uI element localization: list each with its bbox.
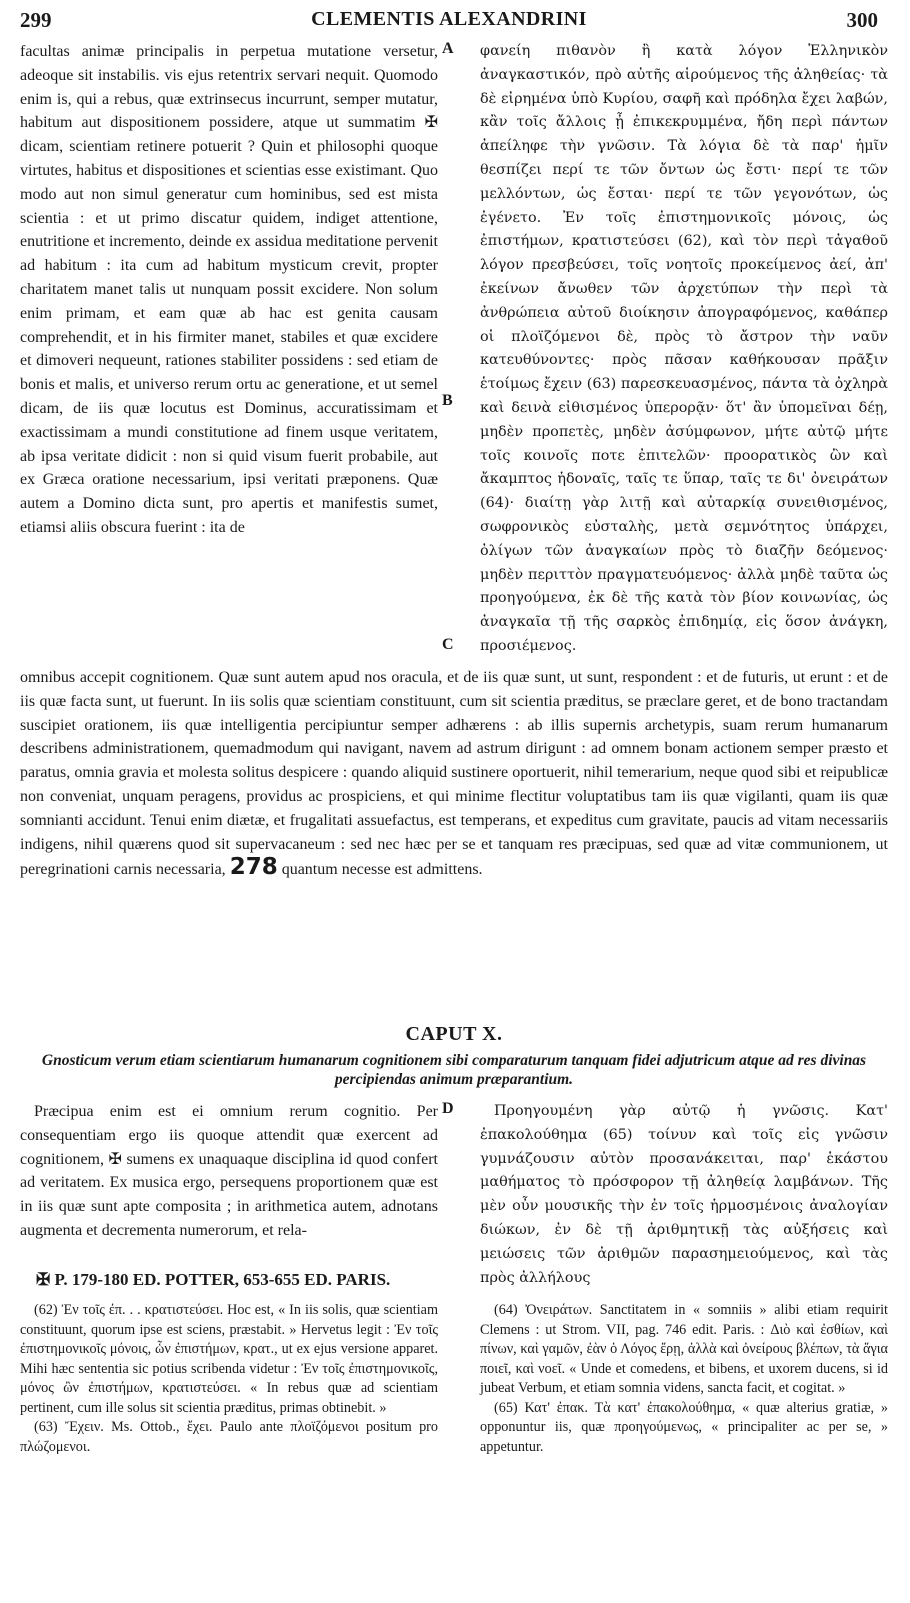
footnote-64: (64) Ὀνειράτων. Sanctitatem in « somniis » alibi etiam requirit Clemens : ut Strom. VII, pag. 746 edit. Paris. : Διὸ καὶ ἐσθίων, καὶ πίνων, καὶ γαμῶν, ἐὰν ὁ Λόγος ἔρῃ, ἀλλὰ καὶ ὀνείρους βλέπων, τὰ ἅγια ποιεῖ, καὶ νοεῖ. « Unde et comedens, et bibens, et uxorem ducens, si id jubeat Verbum, et etiam somnia videns, sancta facit, et cogitat. » (480, 1302, 888, 1396)
latin-section-text: Præcipua enim est ei omnium rerum cognitio. Per consequentiam ergo iis quoque attendit quæ exercent ad cognitionem, ✠ sumens ex unaquaque disciplina id quod confert ad veritatem. Ex musica ergo, persequens proportionem quæ est in iis quæ sunt apte composita ; in arithmetica autem, adnotans augmenta et decrementa numerorum, et rela- (20, 1103, 438, 1239)
margin-marker-a: A (442, 40, 454, 57)
edition-reference: ✠ P. 179-180 ED. POTTER, 653-655 ED. PARIS. (36, 1270, 391, 1289)
latin-full-width-paragraph (20, 666, 888, 882)
running-title: CLEMENTIS ALEXANDRINI (311, 8, 587, 30)
page-mark: 278 (229, 854, 278, 881)
footnote-65: (65) Κατ' ἐπακ. Τὰ κατ' ἐπακολούθημα, « quæ alterius gratiæ, » opponuntur iis, quæ προηγούμενως, « principaliter ac per se, » appetuntur. (480, 1399, 888, 1455)
margin-marker-c: C (442, 636, 454, 653)
chapter-title: CAPUT X. (405, 1023, 503, 1045)
footnote-63: (63) Ἔχειν. Ms. Ottob., ἔχει. Paulo ante πλοϊζόμενοι positum pro πλώζομενοι. (20, 1419, 438, 1455)
page-number-left: 299 (20, 8, 52, 32)
footnotes-left (20, 1301, 438, 1457)
latin-continuation: omnibus accepit cognitionem. Quæ sunt autem apud nos oracula, et de iis quæ sunt, ut sunt, respondent : et de futuris, ut erunt : et de iis quæ facta sunt, ut fuerunt. In iis solis quæ scientiam constituunt, cum sit scientia præditus, se præclare geret, et de bono tractandam suscipiet orationem, iis quæ intelligentia percipiuntur semper adhærens : ab illis supernis archetypis, suam rerum humanarum describens administrationem, quemadmodum qui navigant, navem ad astrum dirigunt : ad omnem bonam actionem semper præsto et paratus, omnia gravia et molesta solitus despicere : quando aliquid sustinere oportuerit, nihil temerarium, neque quod sibi et reipublicæ non conveniat, unquam peragens, providus ac prospiciens, et qui minime flectitur voluptatibus tam iis quæ vigilanti, quam iis quæ somnianti accidunt. Tenui enim diætæ, et frugalitati assuefactus, est temperans, et expeditus cum gravitate, paucis ad vitam necessariis indigens, nihil quærens quod sit supervacaneum : sed nec hæc per se et tanquam res præcipuas, sed quæ ad vitæ communionem, ut peregrinationi carnis necessaria, (20, 669, 888, 879)
latin-column-top: facultas animæ principalis in perpetua mutatione versetur, adeoque sit instabilis. vis ejus retentrix servari nequit. Quomodo enim is, qui a rebus, quæ extrinsecus incurrunt, semper mutatur, habitum aut dispositionem possidere, atque ut summatim ✠ dicam, scientiam retinere potuerit ? Quin et philosophi quoque virtutes, habitus et dispositiones et scientias esse existimant. Quo modo aut non simul generatur cum hominibus, sed est mista scientia : et ut primo discatur quidem, indiget attentione, enutritione et incremento, deinde ex assidua meditatione pervenit ad habitum : ita cum ad habitum mysticum crevit, propter charitatem manet talis ut nunquam possit excidere. Non solum enim primam, et eam quæ ab hac est genita causam comprehendit, et in his firmiter manet, stabiles et quæ excidere et dimoveri nequeunt, rationes stabiliter possidens : sed etiam de bonis et malis, et universo rerum ortu ac generatione, et ut semel dicam, de iis quæ locutus est Dominus, accuratissimam et exactissimam a mundi constitutione ad finem usque veritatem, ab ipsa veritate didicit : non si quid visum fuerit probabile, aut ex Græca oratione necessarium, ipsi veritati præponens. Quæ autem a Domino dicta sunt, pro apertis et manifestis sumet, etiamsi aliis obscura fuerint : ita de (20, 43, 438, 536)
margin-marker-b: B (442, 392, 453, 409)
greek-section-text: Προηγουμένη γὰρ αὐτῷ ἡ γνῶσις. Κατ' ἐπακολούθημα (65) τοίνυν καὶ τοῖς εἰς γνῶσιν γυμνάζουσιν αὐτὸν προσανάκειται, παρ' ἑκάστου μαθήματος τὸ πρόσφορον τῇ ἀληθείᾳ λαμβάνων. Τῆς μὲν οὖν μουσικῆς τὴν ἐν τοῖς ἡρμοσμένοις ἀναλογίαν διώκων, ἐν δὲ τῇ ἀριθμητικῇ τὰς αὐξήσεις καὶ μειώσεις τῶν ἀριθμῶν παρασημειούμενος, καὶ τὰς πρὸς ἀλλήλους (480, 1103, 888, 1286)
page-number-right: 300 (846, 8, 878, 32)
greek-column-top: φανείη πιθανὸν ἢ κατὰ λόγον Ἑλληνικὸν ἀναγκαστικόν, πρὸ αὐτῆς αἱρούμενος τῆς ἀληθείας· τὰ δὲ εἰρημένα ὑπὸ Κυρίου, σαφῆ καὶ πρόδηλα ἔχει λαβών, κἂν τοῖς ἄλλοις ᾖ ἐπικεκρυμμένα, ἤδη περὶ πάντων ἀπείληφε τὴν γνῶσιν. Τὰ λόγια δὲ τὰ παρ' ἡμῖν θεσπίζει περί τε τῶν ὄντων ὡς ἔστι· περί τε τῶν μελλόντων, ὡς ἔσται· περί τε τῶν γεγονότων, ὡς ἐγένετο. Ἐν τοῖς ἐπιστημονικοῖς μόνοις, ὡς ἐπιστήμων, κρατιστεύσει (62), καὶ τὸν περὶ τἀγαθοῦ λόγον πρεσβεύσει, τοῖς νοητοῖς προκείμενος ἀεί, ἀπ' ἐκείνων ἄνωθεν τῶν ἀρχετύπων τὴν περὶ τὰ ἀνθρώπεια αὐτοῦ διοίκησιν ἀπογραφόμενος, καθάπερ οἱ πλοϊζόμενοι δὲ, πρὸς τὸ ἄστρον τὴν ναῦν κατευθύνοντες· πρὸς πᾶσαν καθήκουσαν πρᾶξιν ἑτοίμως ἔχειν (63) παρεσκευασμένος, πάντα τὰ ὀχληρὰ καὶ δεινὰ εἰθισμένος ὑπερορᾷν· ὅτ' ἂν ὑπομεῖναι δέῃ, μηδὲν προπετὲς, μηδὲν ἀσύμφωνον, μήτε αὐτῷ μήτε τοῖς κοινοῖς ποτε ἐπιτελῶν· προορατικὸς ὢν καὶ ἄκαμπτος ἡδοναῖς, ταῖς τε ὕπαρ, ταῖς τε δι' ὀνειράτων (64)· διαίτῃ γὰρ λιτῇ καὶ αὐταρκίᾳ συνειθισμένος, σωφρονικὸς εὐσταλὴς, μετὰ σεμνότητος ὑπάρχει, ὀλίγων τῶν ἀναγκαίων πρὸς τὸ διαζῆν δεόμενος· μηδὲν περιττὸν πραγματευόμενος· ἀλλὰ μηδὲ ταῦτα ὡς προηγούμενα, ἐκ δὲ τῆς κατὰ τὸν βίον κοινωνίας, ὡς ἀναγκαῖα τῇ τῆς σαρκὸς ἐπιδημίᾳ, εἰς ὅσον ἀνάγκη, προσιέμενος. (480, 43, 888, 654)
footnotes-right (480, 1301, 888, 1457)
latin-continuation-end: quantum necesse est admittens. (281, 861, 483, 879)
chapter-subtitle: Gnosticum verum etiam scientiarum humanarum cognitionem sibi comparaturum tanquam fidei adjutricum atque ad res divinas percipiendas animum præparantium. (41, 1052, 867, 1088)
margin-marker-d: D (442, 1100, 454, 1117)
footnote-62: (62) Ἐν τοῖς ἐπ. . . κρατιστεύσει. Hoc est, « In iis solis, quæ scientiam constituunt, quorum ipse est sciens, præstabit. » Hervetus legit : Ἐν τοῖς ἐπιστημονικοῖς μόνοις, ὧν ἐπιστήμων, κρατ., ut ex ejus versione apparet. Mihi hæc sententia sic potius scribenda videtur : Ἐν τοῖς ἐπιστημονικοῖς, μόνος ὢν ἐπιστήμων, κρατιστεύσει. « In rebus quæ ad scientiam pertinent, cum ille solus sit scientia præditus, primas obtinebit. » (20, 1302, 438, 1416)
running-header (20, 6, 878, 34)
